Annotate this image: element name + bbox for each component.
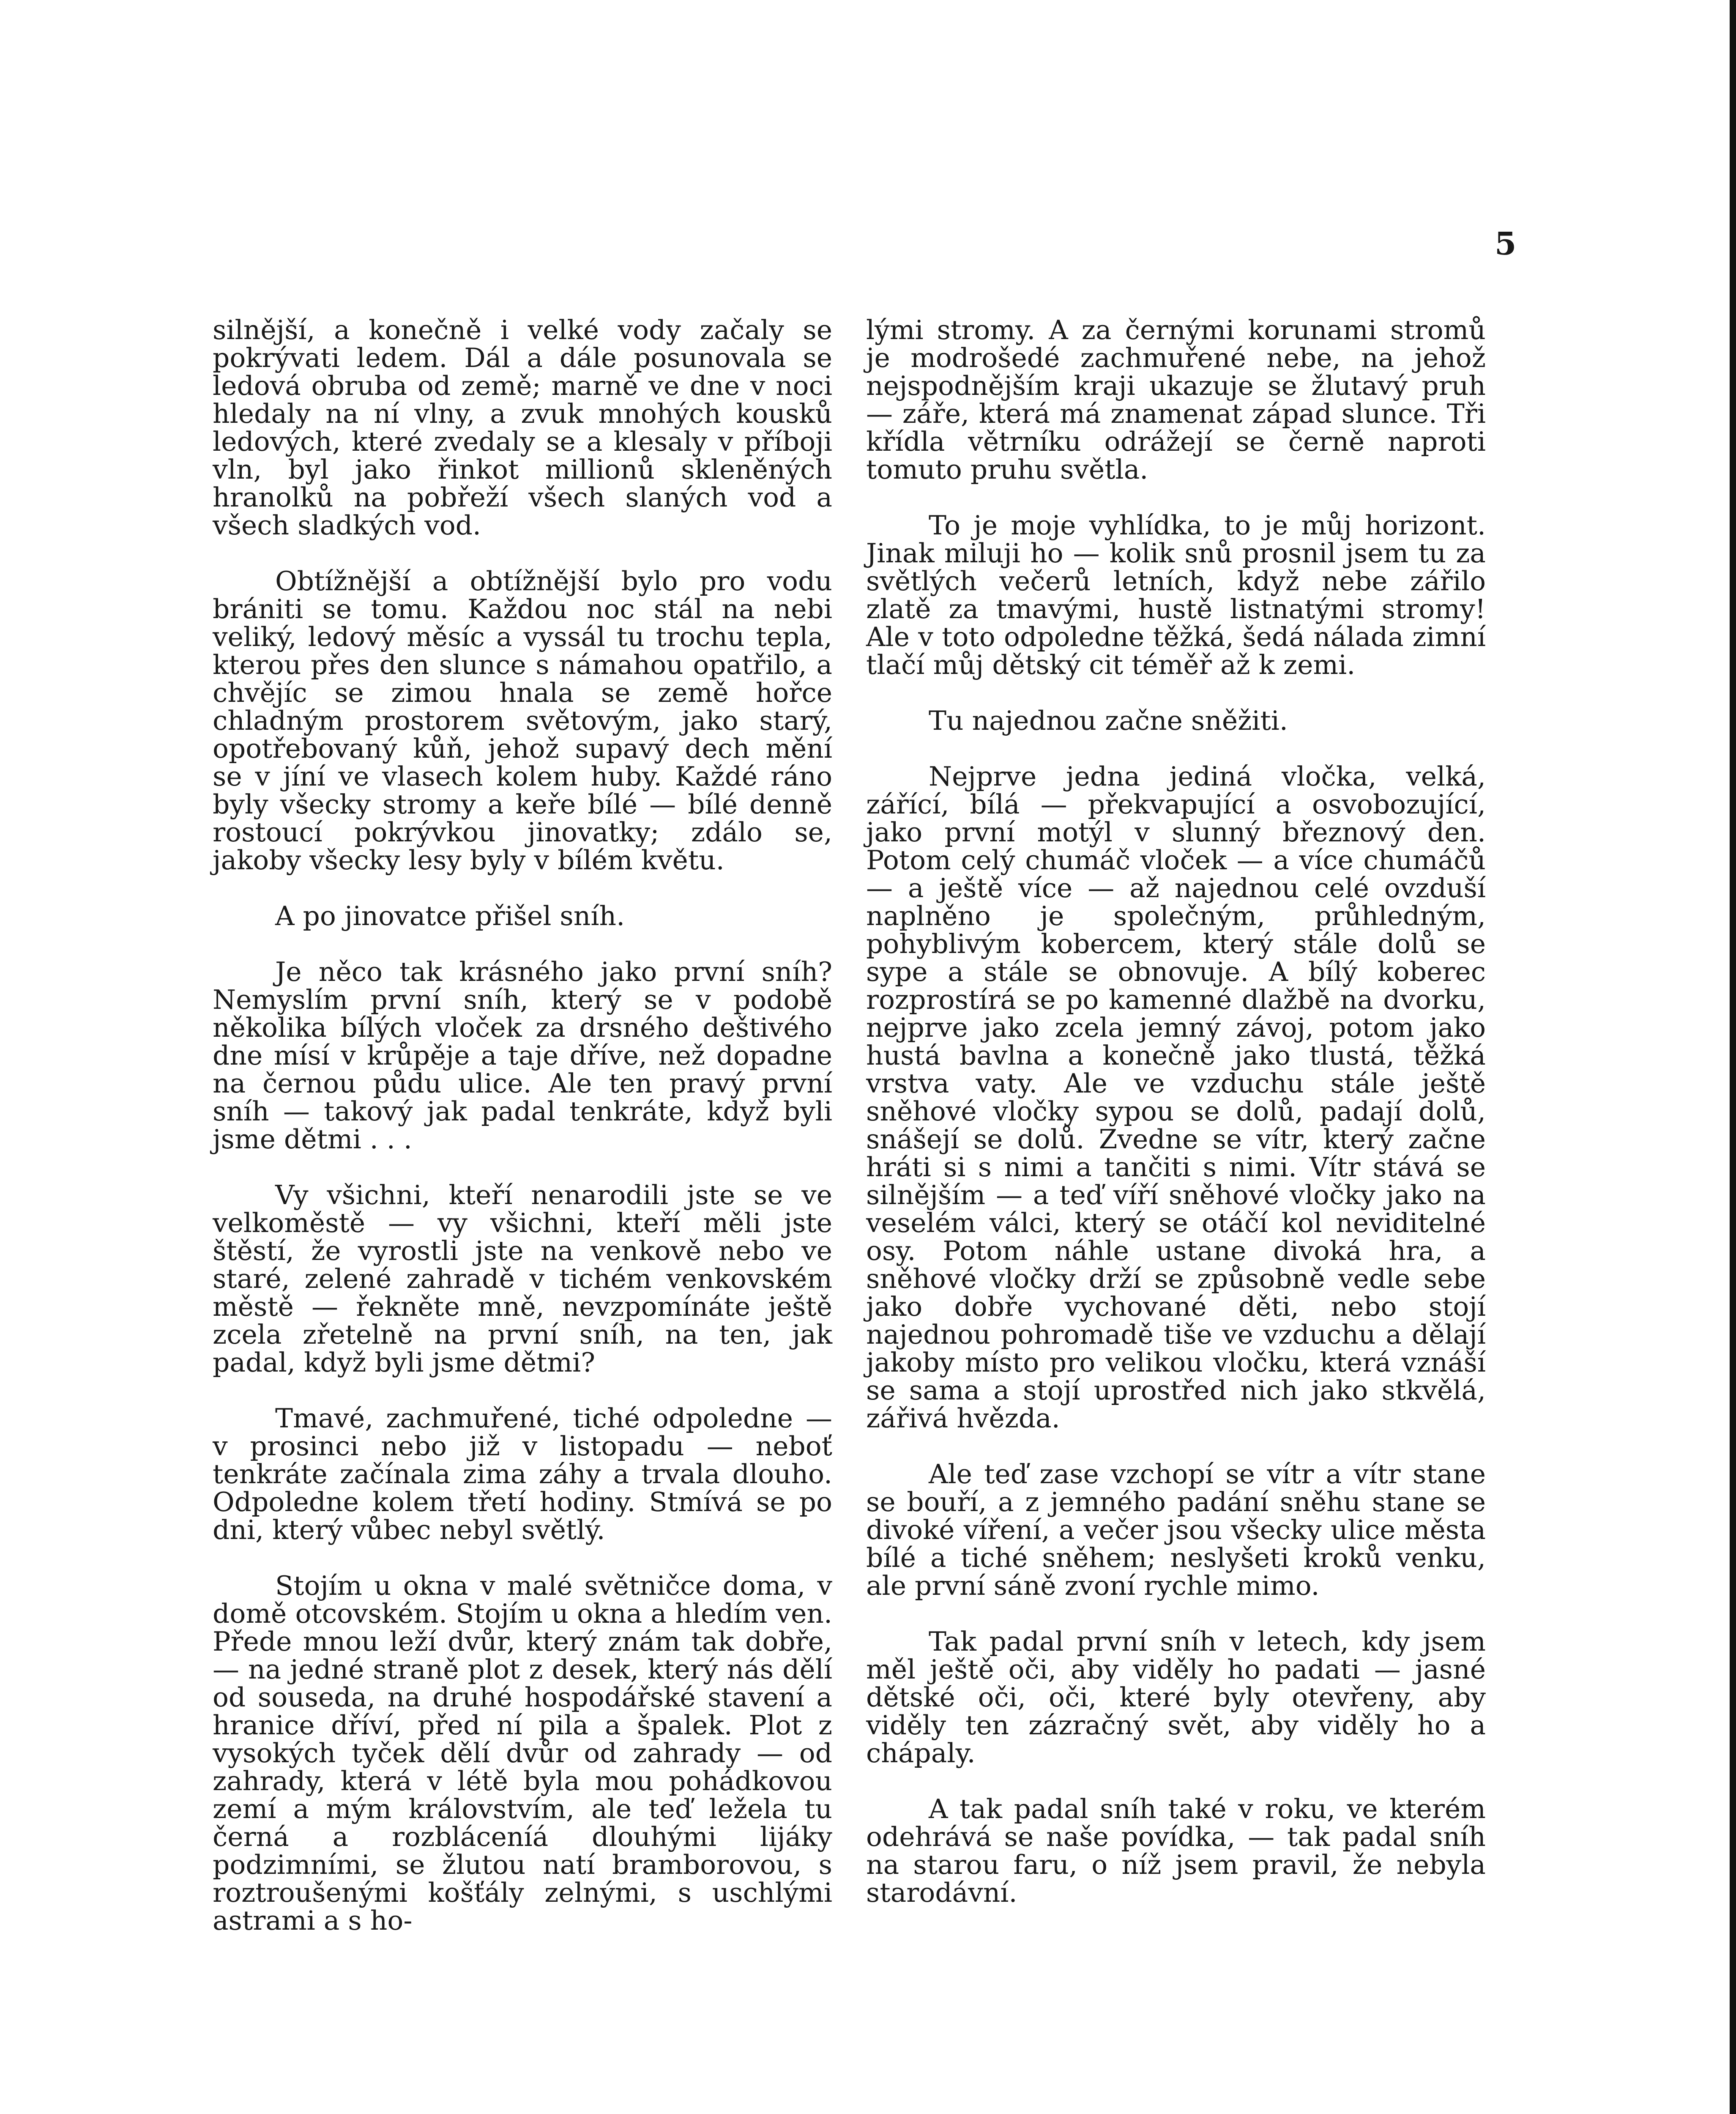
paragraph: A po jinovatce přišel sníh. — [275, 901, 625, 931]
paragraph: Tmavé, zachmuřené, tiché odpoledne — v prosinci nebo již v listopadu — neboť tenkráte začínala zima záhy a trvala dlouho. Odpoledne kolem třetí hodiny. Stmívá se po dni, který vůbec nebyl světlý. — [213, 1403, 832, 1545]
paragraph: Obtížnější a obtížnější bylo pro vodu brániti se tomu. Každou noc stál na nebi veliký, ledový měsíc a vyssál tu trochu tepla, kterou přes den slunce s námahou opatřilo, a chvějíc se zimou hnala se země hořce chladným prostorem světovým, jako starý, opotřebovaný kůň, jehož supavý dech mění se v jíní ve vlasech kolem huby. Každé ráno byly všecky stromy a keře bílé — bílé denně rostoucí pokrývkou jinovatky; zdálo se, jakoby všecky lesy byly v bílém květu. — [213, 566, 832, 876]
paragraph: lými stromy. A za černými korunami stromů je modrošedé zachmuřené nebe, na jehož nejspodnějším kraji ukazuje se žlutavý pruh — záře, která má znamenat západ slunce. Tři křídla větrníku odrážejí se černě naproti tomuto pruhu světla. — [866, 315, 1486, 485]
paragraph: Je něco tak krásného jako první sníh? Nemyslím první sníh, který se v podobě několika bílých vloček za drsného deštivého dne mísí v krůpěje a taje dříve, než dopadne na černou půdu ulice. Ale ten pravý první sníh — takový jak padal tenkráte, když byli jsme dětmi . . . — [213, 956, 832, 1155]
paragraph: A tak padal sníh také v roku, ve kterém odehrává se naše povídka, — tak padal sníh na starou faru, o níž jsem pravil, že nebyla starodávní. — [866, 1794, 1486, 1908]
paragraph: Stojím u okna v malé světničce doma, v domě otcovském. Stojím u okna a hledím ven. Přede mnou leží dvůr, který znám tak dobře, — na jedné straně plot z desek, který nás dělí od souseda, na druhé hospodářské stavení a hranice dříví, před ní pila a špalek. Plot z vysokých tyček dělí dvůr od zahrady — od zahrady, která v létě byla mou pohádkovou zemí a mým královstvím, ale teď ležela tu černá a rozbláceníá dlouhými lijáky podzimními, se žlutou natí bramborovou, s roztroušenými košťály zelnými, s uschlými astrami a s ho- — [213, 1570, 832, 1936]
paragraph: Tu najednou začne sněžiti. — [929, 705, 1288, 736]
scan-edge-border — [1730, 0, 1736, 2114]
paragraph: Tak padal první sníh v letech, kdy jsem měl ještě oči, aby viděly ho padati — jasné dětské oči, oči, které byly otevřeny, aby viděly ten zázračný svět, aby viděly ho a chápaly. — [866, 1626, 1486, 1769]
paragraph: To je moje vyhlídka, to je můj horizont. Jinak miluji ho — kolik snů prosnil jsem tu za světlých večerů letních, když nebe zářilo zlatě za tmavými, hustě listnatými stromy! Ale v toto odpoledne těžká, šedá nálada zimní tlačí můj dětský cit téměř až k zemi. — [866, 510, 1486, 680]
paragraph: Ale teď zase vzchopí se vítr a vítr stane se bouří, a z jemného padání sněhu stane se divoké víření, a večer jsou všecky ulice města bílé a tiché sněhem; neslyšeti kroků venku, ale první sáně zvoní rychle mimo. — [866, 1459, 1486, 1601]
page-number: 5 — [1495, 226, 1517, 262]
paragraph: Nejprve jedna jediná vločka, velká, zářící, bílá — překvapující a osvobozující, jako první motýl v slunný březnový den. Potom celý chumáč vloček — a více chumáčů — a ještě více — až najednou celé ovzduší naplněno je společným, průhledným, pohyblivým kobercem, který stále dolů se sype a stále se obnovuje. A bílý koberec rozprostírá se po kamenné dlažbě na dvorku, nejprve jako zcela jemný závoj, potom jako hustá bavlna a konečně jako tlustá, těžká vrstva vaty. Ale ve vzduchu stále ještě sněhové vločky sypou se dolů, padají dolů, snášejí se dolů. Zvedne se vítr, který začne hráti si s nimi a tančiti s nimi. Vítr stává se silnějším — a teď víří sněhové vločky jako na veselém válci, který se otáčí kol neviditelné osy. Potom náhle ustane divoká hra, a sněhové vločky drží se způsobně vedle sebe jako dobře vychované děti, nebo stojí najednou pohromadě tiše ve vzduchu a dělají jakoby místo pro velikou vločku, která vznáší se sama a stojí uprostřed nich jako stkvělá, zářivá hvězda. — [866, 761, 1486, 1434]
left-text-column — [213, 316, 832, 1935]
right-text-column — [866, 316, 1486, 1907]
paragraph: Vy všichni, kteří nenarodili jste se ve velkoměstě — vy všichni, kteří měli jste štěstí, že vyrostli jste na venkově nebo ve staré, zelené zahradě v tichém venkovském městě — řekněte mně, nevzpomínáte ještě zcela zřetelně na první sníh, na ten, jak padal, když byli jsme dětmi? — [213, 1180, 832, 1378]
paragraph: silnější, a konečně i velké vody začaly se pokrývati ledem. Dál a dále posunovala se ledová obruba od země; marně ve dne v noci hledaly na ní vlny, a zvuk mnohých kousků ledových, které zvedaly se a klesaly v příboji vln, byl jako řinkot millionů skleněných hranolků na pobřeží všech slaných vod a všech sladkých vod. — [213, 315, 832, 541]
